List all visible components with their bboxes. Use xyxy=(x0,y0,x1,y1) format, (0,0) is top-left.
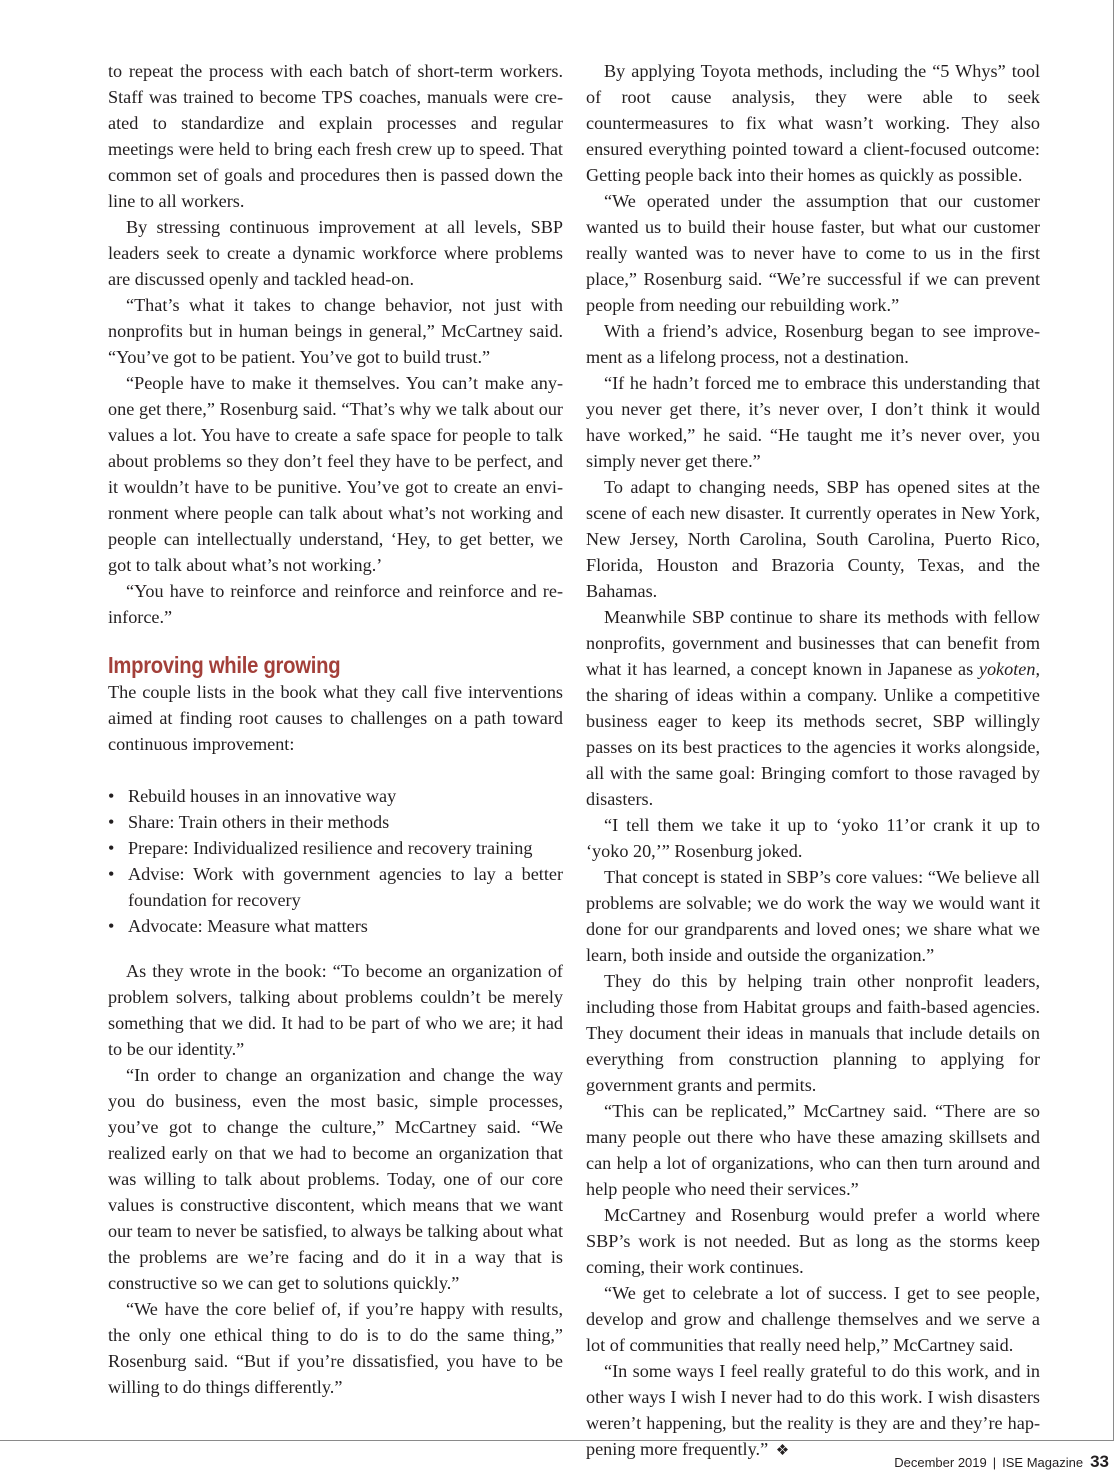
bullet-symbol: • xyxy=(108,812,115,832)
body-paragraph: They do this by helping train other nonprofit leaders, including those from Habitat groups and faith-based agencies. They document their ideas in manuals that include details on everything from construction planning to applying for government grants and permits. xyxy=(586,971,1040,1095)
body-paragraph: “I tell them we take it up to ‘yoko 11’or crank it up to ‘yoko 20,’” Rosenburg joked. xyxy=(586,815,1040,861)
body-paragraph xyxy=(586,604,1040,812)
bullet-symbol: • xyxy=(108,838,115,858)
bullet-symbol: • xyxy=(108,786,115,806)
list-item-text: Share: Train others in their methods xyxy=(128,812,390,832)
body-paragraph: By stressing continuous improvement at all levels, SBP leaders seek to create a dynamic workforce where problems are discussed openly and tackled head-on. xyxy=(108,217,563,289)
body-paragraph: “You have to reinforce and reinforce and reinforce and reinforce.” xyxy=(108,581,563,627)
body-paragraph: McCartney and Rosenburg would prefer a world where SBP’s work is not needed. But as long as the storms keep coming, their work continues. xyxy=(586,1205,1040,1277)
body-text: “In some ways I feel really grateful to do this work, and in other ways I wish I never had to do this work. I wish disasters weren’t happening, but the reality is they are and they’re happening more frequently.” xyxy=(586,1361,1040,1459)
body-paragraph: “We get to celebrate a lot of success. I get to see people, develop and grow and challenge themselves and we serve a lot of communities that really need help,” McCartney said. xyxy=(586,1283,1040,1355)
body-paragraph: “People have to make it themselves. You can’t make anyone get there,” Rosenburg said. “That’s why we talk about our values a lot. You have to create a safe space for people to talk about problems so they don’t feel they have to be perfect, and it wouldn’t have to be punitive. You’ve got to create an environment where people can talk about what’s not working and people can intellectually understand, ‘Hey, to get better, we got to talk about what’s not working.’ xyxy=(108,373,563,575)
list-item xyxy=(108,913,563,939)
body-paragraph: The couple lists in the book what they call five interventions aimed at finding root causes to challenges on a path toward continuous improvement: xyxy=(108,682,563,754)
page-footer xyxy=(894,1452,1109,1472)
list-item-text: Advocate: Measure what matters xyxy=(128,916,368,936)
japanese-term: yokoten xyxy=(978,659,1036,679)
end-of-article-icon: ❖ xyxy=(775,1443,790,1459)
left-column xyxy=(108,58,563,1400)
body-paragraph: As they wrote in the book: “To become an organization of problem solvers, talking about problems couldn’t be merely something that we did. It had to be part of who we are; it had to be our identity.” xyxy=(108,961,563,1059)
body-paragraph: “We operated under the assumption that our customer wanted us to build their house faster, but what our customer really wanted was to never have to come to us in the first place,” Rosenburg said. “We’re successful if we can prevent people from needing our rebuilding work.” xyxy=(586,191,1040,315)
page-number: 33 xyxy=(1090,1452,1109,1471)
list-item xyxy=(108,809,563,835)
interventions-list xyxy=(108,783,563,939)
body-paragraph: “That’s what it takes to change behavior, not just with nonprofits but in human beings in general,” McCartney said. “You’ve got to be patient. You’ve got to build trust.” xyxy=(108,295,563,367)
list-item xyxy=(108,861,563,913)
publication-name: ISE Magazine xyxy=(1002,1455,1084,1470)
list-item-text: Rebuild houses in an innovative way xyxy=(128,786,397,806)
list-item-text: Prepare: Individualized resilience and recovery training xyxy=(128,838,533,858)
list-item xyxy=(108,835,563,861)
list-item xyxy=(108,783,563,809)
issue-date: December 2019 xyxy=(894,1455,987,1470)
right-column xyxy=(586,58,1040,1464)
body-paragraph: With a friend’s advice, Rosenburg began to see improvement as a lifelong process, not a destination. xyxy=(586,321,1040,367)
body-paragraph: “In order to change an organization and change the way you do business, even the most basic, simple processes, you’ve got to change the culture,” McCartney said. “We realized early on that we had to become an organization that was willing to talk about problems. Today, one of our core values is constructive discontent, which means that we want our team to never be satisfied, to always be talking about what the problems are we’re facing and do it in a way that is constructive so we can get to solutions quickly.” xyxy=(108,1065,563,1293)
body-paragraph: “This can be replicated,” McCartney said. “There are so many people out there who have these amazing skillsets and can help a lot of organizations, who can then turn around and help people who need their services.” xyxy=(586,1101,1040,1199)
body-paragraph: By applying Toyota methods, including the “5 Whys” tool of root cause analysis, they were able to seek countermeasures to fix what wasn’t working. They also ensured everything pointed toward a client-focused outcome: Getting people back into their homes as quickly as possible. xyxy=(586,61,1040,185)
bullet-symbol: • xyxy=(108,916,115,936)
body-paragraph: “If he hadn’t forced me to embrace this understanding that you never get there, it’s never over, I don’t think it would have worked,” he said. “He taught me it’s never over, you simply never get there.” xyxy=(586,373,1040,471)
page-frame-right-rule xyxy=(1113,0,1114,1441)
body-paragraph: That concept is stated in SBP’s core values: “We believe all problems are solvable; we do work the way we would want it done for our grandparents and loved ones; we share what we learn, both inside and outside the organization.” xyxy=(586,867,1040,965)
body-paragraph: “We have the core belief of, if you’re happy with results, the only one ethical thing to do is to do the same thing,” Rosenburg said. “But if you’re dissatisfied, you have to be willing to do things differently.” xyxy=(108,1299,563,1397)
section-heading: Improving while growing xyxy=(108,652,341,678)
body-paragraph: To adapt to changing needs, SBP has opened sites at the scene of each new disaster. It currently operates in New York, New Jersey, North Carolina, South Carolina, Puerto Rico, Florida, Houston and Brazoria County, Texas, and the Bahamas. xyxy=(586,477,1040,601)
bullet-symbol: • xyxy=(108,864,115,884)
body-text: , the sharing of ideas within a company. Unlike a competitive business eager to keep its methods secret, SBP willingly passes on its best practices to the agencies it works alongside, all with the same goal: Bringing comfort to those ravaged by disasters. xyxy=(586,659,1040,809)
list-item-text: Advise: Work with government agencies to lay a better foundation for recovery xyxy=(128,864,563,910)
footer-separator: | xyxy=(992,1455,997,1470)
body-text: Meanwhile SBP continue to share its methods with fellow nonprofits, government and businesses that can benefit from what it has learned, a concept known in Japanese as xyxy=(586,607,1040,679)
body-paragraph: to repeat the process with each batch of short-term workers. Staff was trained to become TPS coaches, manuals were created to standardize and explain processes and regular meetings were held to bring each fresh crew up to speed. That common set of goals and procedures then is passed down the line to all workers. xyxy=(108,61,563,211)
body-paragraph xyxy=(586,1358,1040,1464)
